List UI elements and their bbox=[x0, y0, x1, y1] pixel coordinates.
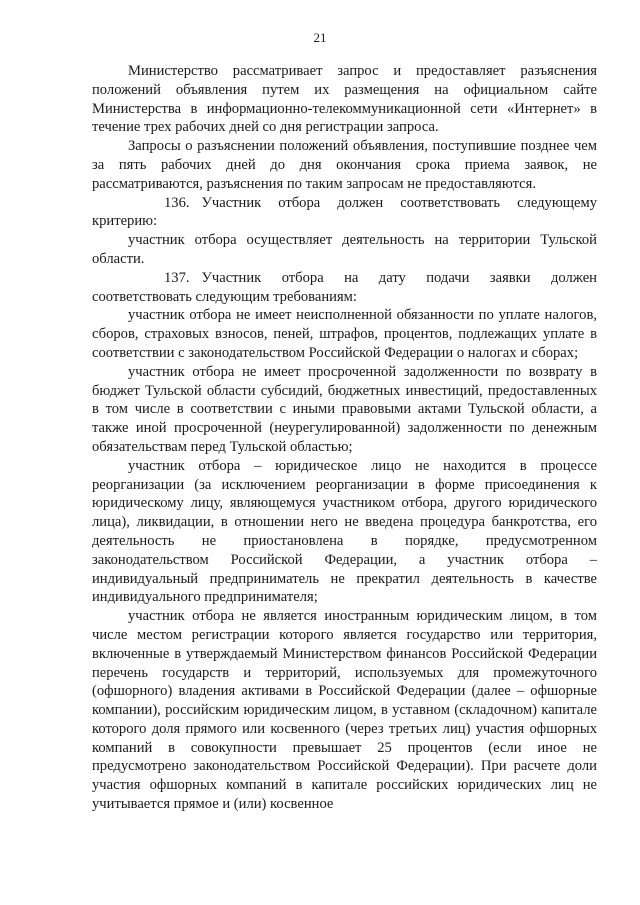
document-body bbox=[92, 62, 597, 814]
paragraph-requirement-reorganization bbox=[92, 457, 597, 607]
paragraph-136 bbox=[92, 194, 597, 232]
paragraph-text: Запросы о разъяснении положений объявления, поступившие позднее чем за пять рабочих дней до дня окончания срока приема заявок, не рассматриваются, разъяснения по таким запросам не предоставляются. bbox=[92, 138, 597, 192]
paragraph-requirement-offshore bbox=[92, 607, 597, 814]
paragraph-number: 137. bbox=[164, 269, 190, 286]
paragraph-clarification-procedure bbox=[92, 62, 597, 137]
paragraph-137 bbox=[92, 269, 597, 307]
paragraph-text: Участник отбора на дату подачи заявки должен соответствовать следующим требованиям: bbox=[92, 269, 597, 305]
paragraph-text: участник отбора не имеет просроченной задолженности по возврату в бюджет Тульской области субсидий, бюджетных инвестиций, предоставленных в том числе в соответствии с иными правовыми актами Тульской области, а также иной просроченной (неурегулированной) задолженности по денежным обязательствам перед Тульской областью; bbox=[92, 363, 597, 455]
paragraph-criterion-territory bbox=[92, 231, 597, 269]
paragraph-text: участник отбора не является иностранным юридическим лицом, в том числе местом регистрации которого является государство или территория, включенные в утверждаемый Министерством финансов Российской Федерации перечень государств и территорий, используемых для промежуточного (офшорного) владения активами в Российской Федерации (далее – офшорные компании), российским юридическим лицом, в уставном (складочном) капитале которого доля прямого или косвенного (через третьих лиц) участия офшорных компаний в совокупности превышает 25 процентов (если иное не предусмотрено законодательством Российской Федерации). При расчете доли участия офшорных компаний в капитале российских юридических лиц не учитывается прямое и (или) косвенное bbox=[92, 608, 597, 813]
paragraph-text: участник отбора не имеет неисполненной обязанности по уплате налогов, сборов, страховых взносов, пеней, штрафов, процентов, подлежащих уплате в соответствии с законодательством Российской Федерации о налогах и сборах; bbox=[92, 307, 597, 361]
page-number: 21 bbox=[313, 30, 327, 45]
paragraph-number: 136. bbox=[164, 194, 190, 211]
paragraph-text: Участник отбора должен соответствовать следующему критерию: bbox=[92, 194, 597, 230]
paragraph-text: участник отбора осуществляет деятельность на территории Тульской области. bbox=[92, 232, 597, 267]
paragraph-requirement-debt bbox=[92, 363, 597, 457]
paragraph-late-requests bbox=[92, 137, 597, 193]
paragraph-text: участник отбора – юридическое лицо не находится в процессе реорганизации (за исключением реорганизации в форме присоединения к юридическому лицу, являющемуся участником отбора, другого юридического лица), ликвидации, в отношении него не введена процедура банкротства, его деятельность не приостановлена в порядке, предусмотренном законодательством Российской Федерации, а участник отбора – индивидуальный предприниматель не прекратил деятельность в качестве индивидуального предпринимателя; bbox=[92, 457, 597, 606]
paragraph-text: Министерство рассматривает запрос и предоставляет разъяснения положений объявления путем их размещения на официальном сайте Министерства в информационно-телекоммуникационной сети «Интернет» в течение трех рабочих дней со дня регистрации запроса. bbox=[92, 63, 597, 136]
paragraph-requirement-taxes bbox=[92, 306, 597, 362]
